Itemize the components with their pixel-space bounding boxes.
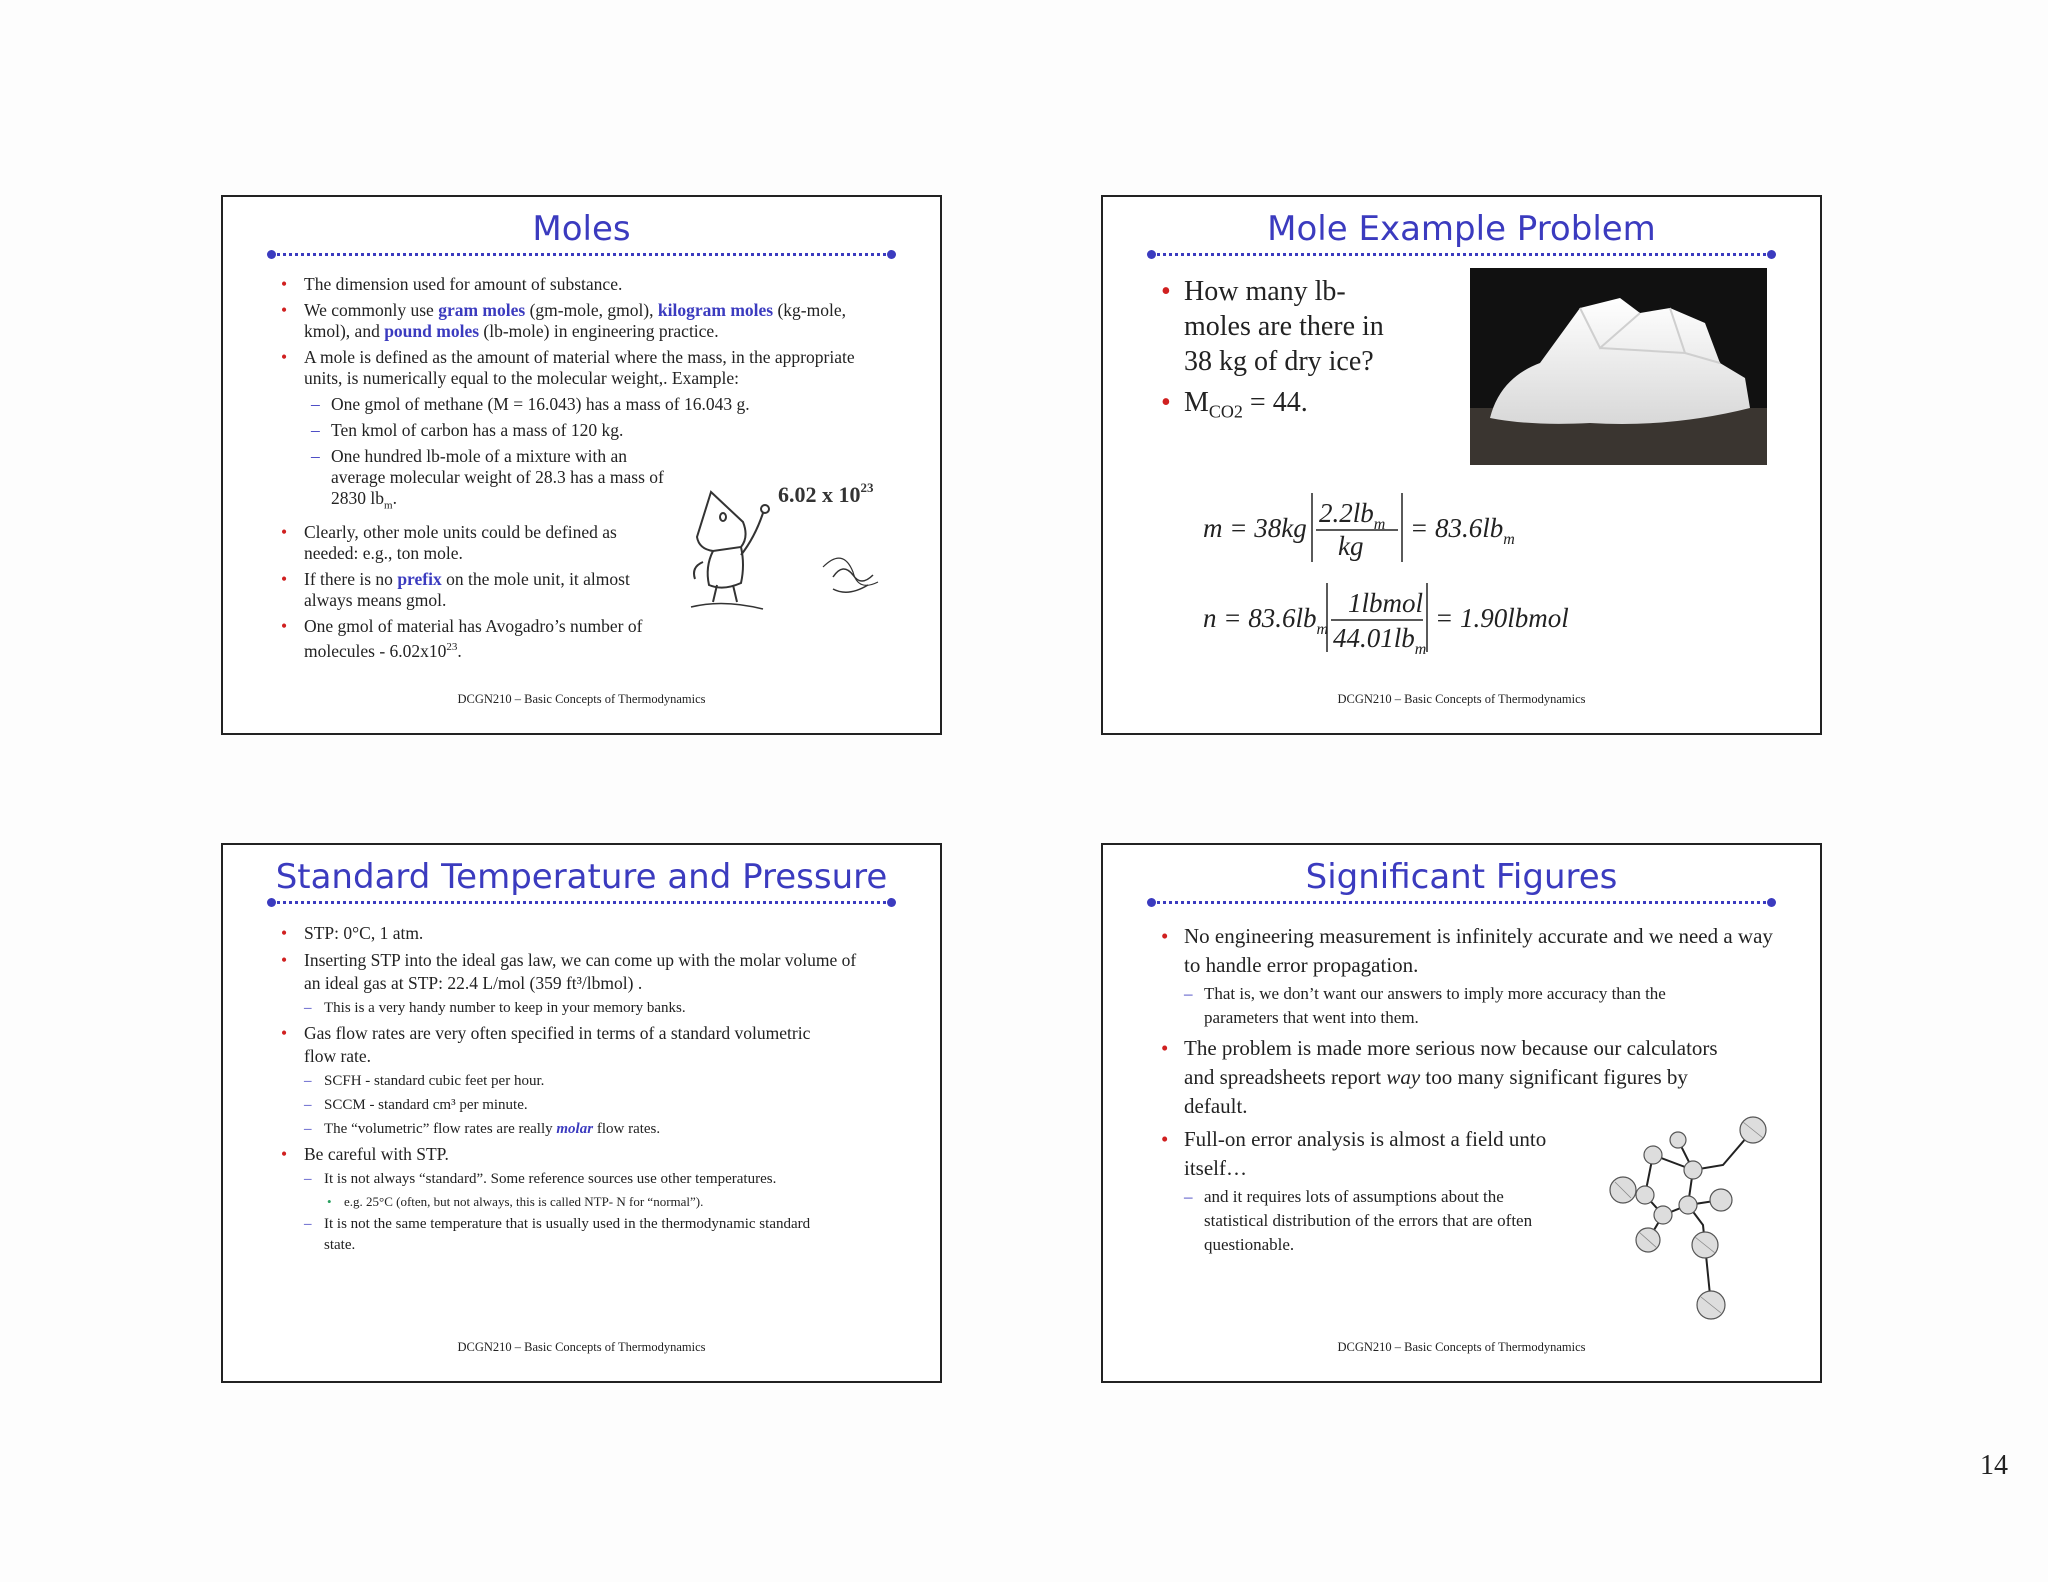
bullet-item: • Full-on error analysis is almost a field unto itself… – and it requires lots of assumptions about the statistical distribution of the errors that are often questionable. <box>1159 1125 1594 1257</box>
bullet-item: • A mole is defined as the amount of material where the mass, in the appropriate units, is numerically equal to the molecular weight,. Example: – One gmol of methane (M = 16.043) has a mass of 16.043 g. – Ten kmol of carbon has a mass of 120 kg. – One hundred lb-mole of a mixture with an average molecular weight of 28.3 has a mass of 2830 $lb_m$. <box>279 347 859 517</box>
bullet-item: • Inserting STP into the ideal gas law, we can come up with the molar volume of an ideal gas at STP: 22.4 L/mol (359 ft³/lbmol) . – This is a very handy number to keep in your memory banks. <box>279 949 864 1018</box>
slide-title: Significant Figures <box>1305 857 1618 897</box>
title-divider <box>271 253 892 256</box>
highlight-term: molar <box>556 1121 594 1137</box>
sub-list <box>1184 982 1744 1030</box>
sub-item: – Ten kmol of carbon has a mass of 120 kg. <box>311 420 859 441</box>
sub-item: – It is not the same temperature that is usually used in the thermodynamic standard state. <box>304 1214 844 1256</box>
bullet-item: • How many lb-moles are there in 38 kg of dry ice? <box>1159 274 1404 379</box>
sub-item: – The “volumetric” flow rates are really molar flow rates. <box>304 1119 824 1139</box>
eq1-denominator: kg <box>1338 531 1364 561</box>
sub-list <box>304 1071 824 1139</box>
sub-item: – and it requires lots of assumptions about the statistical distribution of the errors that are often questionable. <box>1184 1185 1544 1257</box>
bullet-list <box>1159 274 1404 430</box>
bullet-item: • Clearly, other mole units could be defined as needed: e.g., ton mole. <box>279 522 674 564</box>
title-divider <box>271 901 892 904</box>
sub-list <box>304 998 864 1018</box>
bullet-item: • Gas flow rates are very often specified in terms of a standard volumetric flow rate. – SCFH - standard cubic feet per hour. – SCCM - standard cm³ per minute. – The “volumetric” flow rates are really molar flow rates. <box>279 1022 824 1139</box>
sub-item: – SCFH - standard cubic feet per hour. <box>304 1071 824 1091</box>
slide-title: Mole Example Problem <box>1267 209 1656 249</box>
eq2-rhs: = 1.90lbmol <box>1435 603 1569 633</box>
sub-item: – It is not always “standard”. Some reference sources use other temperatures. • e.g. 25°C (often, but not always, this is called NTP- N for “normal”). <box>304 1169 844 1212</box>
dry-ice-photo <box>1470 268 1767 465</box>
eq1-rhs: = $83.6lb_m$ <box>1410 513 1515 548</box>
bullet-item: • No engineering measurement is infinitely accurate and we need a way to handle error propagation. – That is, we don’t want our answers to imply more accuracy than the parameters that went into them. <box>1159 922 1774 1030</box>
title-divider <box>1151 901 1772 904</box>
sub-list <box>304 1169 844 1256</box>
highlight-term: gram moles <box>438 300 526 320</box>
slide-significant-figures <box>1101 843 1822 1383</box>
bullet-list <box>279 922 879 1256</box>
sub-item: – That is, we don’t want our answers to imply more accuracy than the parameters that went into them. <box>1184 982 1744 1030</box>
highlight-term: prefix <box>397 568 442 589</box>
bullet-item: • Be careful with STP. – It is not always “standard”. Some reference sources use other temperatures. • e.g. 25°C (often, but not always, this is called NTP- N for “normal”). – It is not the same temperature that is usually used in the thermodynamic standard state. <box>279 1143 879 1256</box>
sub-item: – One hundred lb-mole of a mixture with an average molecular weight of 28.3 has a mass of 2830 $lb_m$. <box>311 446 676 517</box>
bullet-item: • We commonly use gram moles (gm-mole, gmol), kilogram moles (kg-mole, kmol), and pound moles (lb-mole) in engineering practice. <box>279 300 879 342</box>
bullet-item: • The problem is made more serious now because our calculators and spreadsheets report way too many significant figures by default. <box>1159 1034 1729 1121</box>
mole-cartoon-illustration <box>683 467 908 627</box>
slide-stp <box>221 843 942 1383</box>
bullet-item: • $M_{CO2} = 44$. <box>1159 385 1404 430</box>
slide-title: Moles <box>532 209 631 249</box>
eq2-denominator: $44.01lb_m$ <box>1333 623 1427 658</box>
eq2-lhs: $n = 83.6lb_m$ <box>1203 603 1329 638</box>
sub-sub-list <box>324 1192 844 1212</box>
molecular-network-figure <box>1593 1100 1783 1325</box>
bullet-item: • The dimension used for amount of substance. <box>279 274 879 295</box>
slide-footer: DCGN210 – Basic Concepts of Thermodynamics <box>1337 692 1586 706</box>
sub-item: – One gmol of methane (M = 16.043) has a mass of 16.043 g. <box>311 394 859 415</box>
slide-footer: DCGN210 – Basic Concepts of Thermodynamics <box>1337 1340 1586 1354</box>
highlight-term: kilogram moles <box>657 300 774 320</box>
bullet-item: • If there is no prefix on the mole unit, it almost always means gmol. <box>279 569 649 611</box>
highlight-term: pound moles <box>384 321 480 341</box>
slide-mole-example <box>1101 195 1822 735</box>
eq1-lhs: m = 38kg <box>1203 513 1307 543</box>
title-divider <box>1151 253 1772 256</box>
slide-footer: DCGN210 – Basic Concepts of Thermodynamics <box>457 692 706 706</box>
sub-sub-item: • e.g. 25°C (often, but not always, this is called NTP- N for “normal”). <box>324 1192 844 1212</box>
equations <box>1203 487 1623 662</box>
bullet-item: • One gmol of material has Avogadro’s number of molecules - $6.02x10^{23}$. <box>279 616 694 662</box>
avogadro-number-label: 6.02 x $10^{23}$ <box>778 480 874 507</box>
page-number: 14 <box>1980 1450 2008 1481</box>
eq2-numerator: 1lbmol <box>1348 588 1424 618</box>
slide-footer: DCGN210 – Basic Concepts of Thermodynamics <box>457 1340 706 1354</box>
sub-item: – This is a very handy number to keep in your memory banks. <box>304 998 864 1018</box>
bullet-item: • STP: 0°C, 1 atm. <box>279 922 879 945</box>
eq1-numerator: $2.2lb_m$ <box>1319 498 1386 533</box>
sub-list <box>1184 1185 1544 1257</box>
slide-title: Standard Temperature and Pressure <box>275 857 888 897</box>
sub-item: – SCCM - standard cm³ per minute. <box>304 1095 824 1115</box>
slide-moles <box>221 195 942 735</box>
